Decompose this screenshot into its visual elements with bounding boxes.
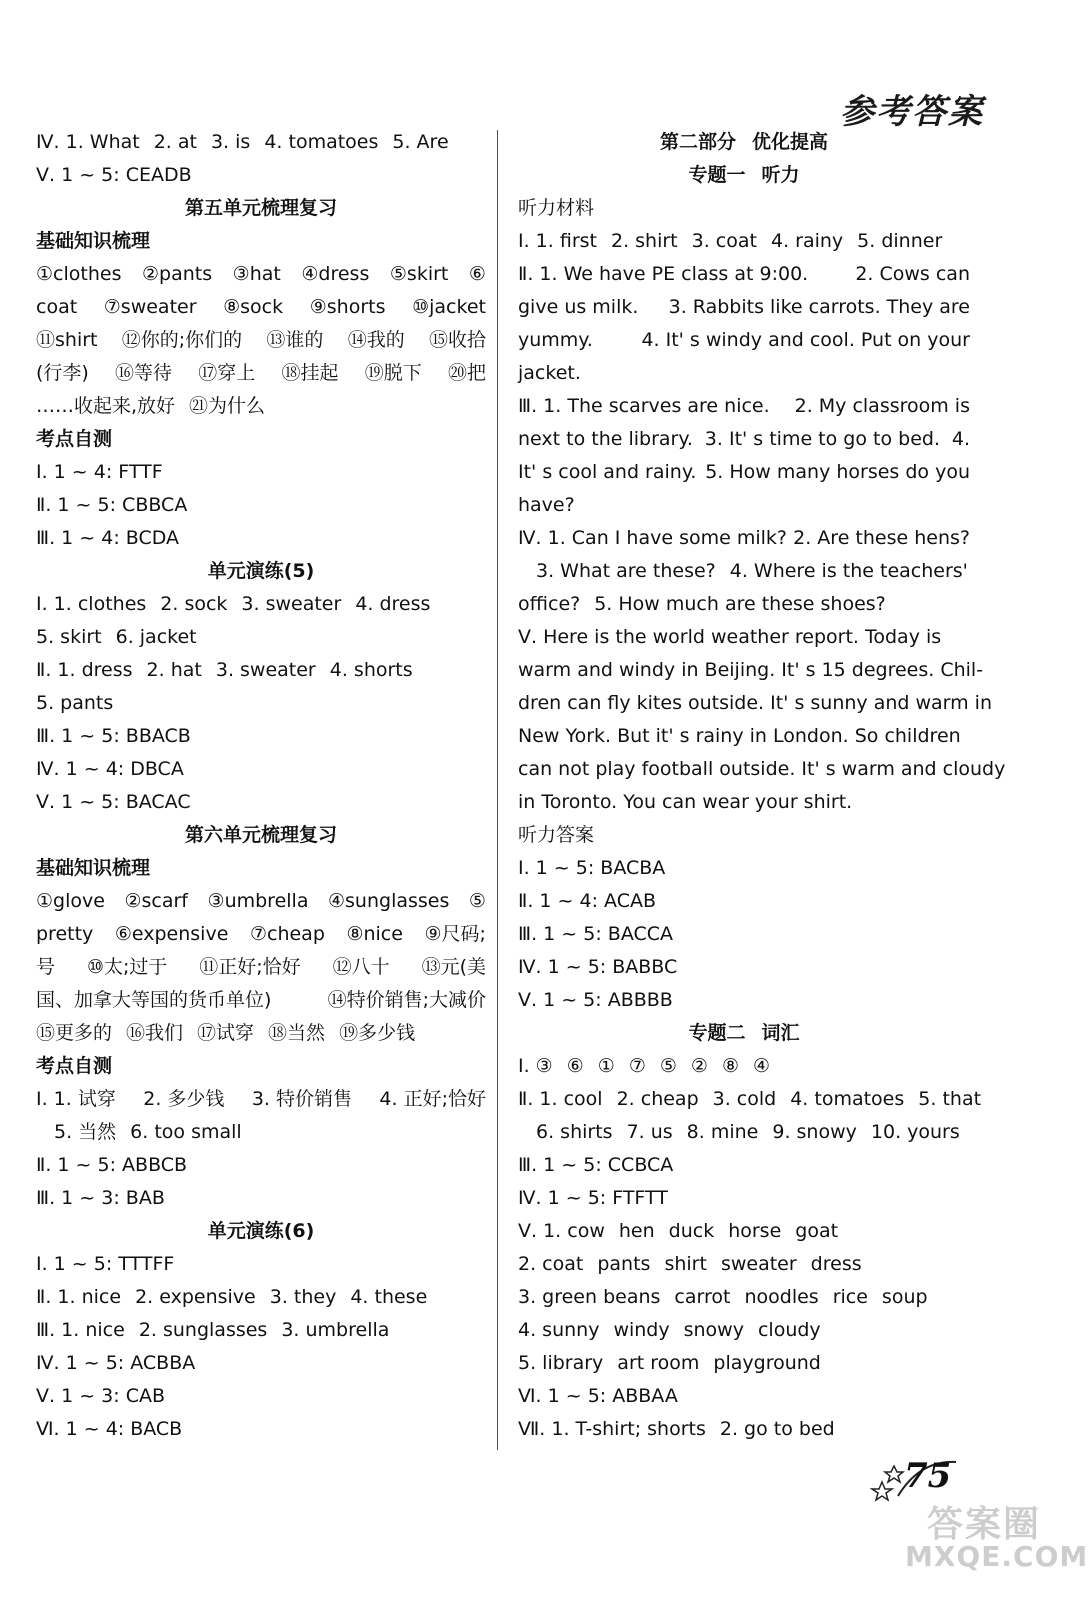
answer-text: can not play football outside. It' s warm and cloudy — [518, 758, 1006, 780]
answer-text: Ⅳ. 1 ~ 5: BABBC — [518, 956, 678, 978]
answer-line — [36, 1281, 486, 1314]
answer-text: ⑤ — [659, 1055, 677, 1077]
answer-text: ⑪正好;恰好 — [199, 956, 301, 978]
answer-text: 6. too small — [130, 1121, 242, 1143]
answer-line — [36, 786, 486, 819]
answer-text: Ⅳ. 1. Can I have some milk? — [518, 527, 787, 549]
answer-line — [518, 159, 970, 192]
answer-line — [36, 192, 486, 225]
answer-text: pretty — [36, 923, 94, 945]
answer-text: yummy. — [518, 329, 593, 351]
answer-text: (行李) — [36, 362, 89, 384]
answer-line — [518, 786, 970, 819]
answer-text: office? — [518, 593, 581, 615]
answer-text: ⑮更多的 — [36, 1022, 113, 1044]
answer-text: ① — [597, 1055, 615, 1077]
answer-text: ⑯等待 — [115, 362, 173, 384]
answer-text: 4. tomatoes — [264, 131, 379, 153]
left-column — [36, 126, 486, 1446]
answer-text: 2. shirt — [610, 230, 678, 252]
answer-text: Ⅰ. 1 ~ 4: FTTF — [36, 461, 163, 483]
answer-text: Ⅵ. 1 ~ 5: ABBAA — [518, 1385, 678, 1407]
answer-text: 4. rainy — [770, 230, 844, 252]
answer-text: Ⅱ. 1. cool — [518, 1088, 603, 1110]
answer-line — [518, 984, 970, 1017]
answer-text: ③hat — [232, 263, 281, 285]
answer-text: Ⅲ. 1 ~ 3: BAB — [36, 1187, 165, 1209]
watermark-url: MXQE.COM — [905, 1540, 1088, 1573]
answer-text: Ⅰ. 1 ~ 5: BACBA — [518, 857, 666, 879]
answer-line — [518, 423, 970, 456]
answer-line — [518, 357, 970, 390]
answer-line — [518, 522, 970, 555]
answer-text: snowy — [683, 1319, 744, 1341]
answer-text: 专题二 — [688, 1022, 746, 1044]
answer-text: ⑲多少钱 — [339, 1022, 416, 1044]
answer-text: Ⅱ. 1 ~ 5: ABBCB — [36, 1154, 188, 1176]
answer-text: 2. go to bed — [719, 1418, 835, 1440]
answer-text: 2. Are these hens? — [793, 527, 970, 549]
answer-line — [518, 192, 970, 225]
answer-text: 3. they — [269, 1286, 337, 1308]
answer-line — [518, 687, 993, 720]
answer-text: ⑪shirt — [36, 329, 98, 351]
answer-text: ④dress — [301, 263, 370, 285]
answer-line — [518, 1083, 982, 1116]
answer-line — [36, 1017, 486, 1050]
answer-text: Ⅰ. 1. 试穿 — [36, 1088, 116, 1110]
answer-text: 6. jacket — [115, 626, 197, 648]
answer-text: ⑰试穿 — [197, 1022, 255, 1044]
answer-text: ④ — [753, 1055, 771, 1077]
answer-text: coat — [36, 296, 78, 318]
answer-text: jacket. — [518, 362, 581, 384]
answer-text: 号 — [36, 956, 56, 978]
answer-text: 4. dress — [355, 593, 431, 615]
answer-text: ⑬元(美 — [421, 956, 486, 978]
answer-text: ⑫你的;你们的 — [121, 329, 243, 351]
answer-text: soup — [881, 1286, 928, 1308]
answer-text: Ⅴ. Here is the world weather report. Today is — [518, 626, 942, 648]
answer-text: 5. that — [918, 1088, 982, 1110]
answer-line — [36, 1380, 486, 1413]
answer-text: ⑧sock — [223, 296, 284, 318]
answer-text: Ⅰ. ③ — [518, 1055, 553, 1077]
answer-line — [518, 1215, 970, 1248]
answer-text: 4. tomatoes — [790, 1088, 905, 1110]
answer-text: 听力答案 — [518, 824, 595, 846]
answer-line — [518, 555, 970, 588]
answer-text: ⑨shorts — [309, 296, 386, 318]
answer-text: Ⅱ. 1 ~ 5: CBBCA — [36, 494, 188, 516]
answer-line — [36, 1215, 486, 1248]
answer-line — [518, 1347, 970, 1380]
answer-line — [36, 522, 486, 555]
answer-text: Ⅳ. 1 ~ 5: ACBBA — [36, 1352, 196, 1374]
answer-text: ⑭特价销售;大减价 — [327, 989, 486, 1011]
answer-line — [518, 852, 970, 885]
answer-text: ⑨尺码; — [424, 923, 486, 945]
answer-line — [518, 1017, 970, 1050]
answer-line — [36, 126, 486, 159]
answer-line — [36, 951, 486, 984]
answer-line — [518, 126, 970, 159]
answer-text: hen — [618, 1220, 655, 1242]
answer-line — [518, 456, 970, 489]
answer-text: 9. snowy — [772, 1121, 857, 1143]
answer-line — [36, 621, 486, 654]
answer-text: dren can fly kites outside. It' s sunny and warm in — [518, 692, 993, 714]
watermark-text: 答案圈 — [927, 1504, 1042, 1545]
answer-text: Ⅲ. 1 ~ 5: CCBCA — [518, 1154, 674, 1176]
answer-line — [36, 159, 486, 192]
answer-line — [518, 1413, 970, 1446]
answer-text: Ⅴ. 1 ~ 3: CAB — [36, 1385, 165, 1407]
answer-line — [36, 324, 486, 357]
answer-text: 3. It' s time to go to bed. — [704, 428, 940, 450]
answer-text: 2. hat — [146, 659, 202, 681]
answer-text: It' s cool and rainy. — [518, 461, 697, 483]
answer-text: ⑬谁的 — [266, 329, 324, 351]
answer-text: Ⅰ. 1. clothes — [36, 593, 147, 615]
answer-line — [36, 489, 486, 522]
answer-text: 3. coat — [691, 230, 757, 252]
answer-text: 单元演练(6) — [207, 1220, 315, 1242]
answer-text: ㉑为什么 — [189, 395, 266, 417]
answer-text: pants — [597, 1253, 651, 1275]
answer-text: 2. sock — [160, 593, 228, 615]
answer-text: Ⅳ. 1. What — [36, 131, 140, 153]
answer-text: cloudy — [757, 1319, 821, 1341]
answer-line — [518, 819, 970, 852]
answer-text: 4. It' s windy and cool. Put on your — [641, 329, 970, 351]
answer-text: in Toronto. You can wear your shirt. — [518, 791, 853, 813]
answer-text: noodles — [744, 1286, 819, 1308]
answer-text: Ⅲ. 1 ~ 4: BCDA — [36, 527, 180, 549]
answer-text: 5. 当然 — [54, 1121, 117, 1143]
right-column — [518, 126, 1006, 1446]
answer-line — [36, 1116, 486, 1149]
answer-text: Ⅶ. 1. T-shirt; shorts — [518, 1418, 706, 1440]
answer-line — [36, 753, 486, 786]
answer-text: 3. What are these? — [536, 560, 716, 582]
answer-text: goat — [795, 1220, 839, 1242]
answer-text: ①glove — [36, 890, 105, 912]
answer-line — [518, 258, 970, 291]
answer-line — [36, 918, 486, 951]
answer-text: ⑲脱下 — [364, 362, 422, 384]
answer-line — [518, 1149, 970, 1182]
answer-text: 4. these — [350, 1286, 428, 1308]
answer-text: ①clothes — [36, 263, 122, 285]
answer-text: have? — [518, 494, 575, 516]
answer-line — [36, 654, 486, 687]
answer-text: give us milk. — [518, 296, 639, 318]
answer-line — [36, 984, 486, 1017]
answer-text: ……收起来,放好 — [36, 395, 176, 417]
answer-text: 单元演练(5) — [207, 560, 315, 582]
answer-line — [518, 720, 970, 753]
answer-text: 3. 特价销售 — [251, 1088, 353, 1110]
answer-text: Ⅱ. 1. nice — [36, 1286, 122, 1308]
answer-text: 5. How much are these shoes? — [594, 593, 886, 615]
answer-text: 3. cold — [712, 1088, 777, 1110]
answer-text: 2. Cows can — [855, 263, 970, 285]
answer-text: 5. dinner — [857, 230, 943, 252]
answer-line — [36, 357, 486, 390]
answer-text: 6. shirts — [536, 1121, 613, 1143]
answer-text: 2. coat — [518, 1253, 584, 1275]
answer-text: ⑧ — [721, 1055, 739, 1077]
answer-line — [518, 324, 970, 357]
answer-text: ⑩太;过于 — [86, 956, 168, 978]
answer-text: 5. How many horses do you — [705, 461, 970, 483]
answer-text: ⑤ — [468, 890, 486, 912]
answer-text: ⑭我的 — [347, 329, 405, 351]
answer-line — [36, 1083, 486, 1116]
answer-text: playground — [713, 1352, 821, 1374]
answer-line — [518, 621, 970, 654]
answer-text: 专题一 — [688, 164, 746, 186]
answer-text: dress — [810, 1253, 862, 1275]
answer-text: 基础知识梳理 — [36, 230, 151, 252]
answer-text: 2. My classroom is — [794, 395, 970, 417]
answer-text: 优化提高 — [752, 131, 829, 153]
answer-text: 7. us — [626, 1121, 673, 1143]
answer-text: Ⅳ. 1 ~ 4: DBCA — [36, 758, 184, 780]
answer-text: 第六单元梳理复习 — [184, 824, 337, 846]
answer-text: Ⅲ. 1 ~ 5: BACCA — [518, 923, 674, 945]
answer-line — [518, 885, 970, 918]
answer-line — [518, 951, 970, 984]
answer-text: Ⅳ. 1 ~ 5: FTFTT — [518, 1187, 668, 1209]
answer-line — [518, 1050, 970, 1083]
answer-line — [36, 1314, 486, 1347]
answer-text: 5. library — [518, 1352, 604, 1374]
answer-line — [36, 225, 486, 258]
answer-text: 5. pants — [36, 692, 114, 714]
answer-text: 第二部分 — [659, 131, 736, 153]
answer-line — [36, 687, 486, 720]
page-number-badge — [872, 1452, 962, 1512]
answer-text: 3. sweater — [241, 593, 342, 615]
answer-text: 国、加拿大等国的货币单位) — [36, 989, 272, 1011]
answer-text: 2. sunglasses — [138, 1319, 268, 1341]
answer-text: rice — [832, 1286, 868, 1308]
answer-text: Ⅰ. 1 ~ 5: TTTFF — [36, 1253, 175, 1275]
answer-line — [518, 489, 970, 522]
answer-text: ⑦ — [628, 1055, 646, 1077]
answer-line — [36, 423, 486, 456]
answer-text: ⑯我们 — [126, 1022, 184, 1044]
answer-text: 2. at — [153, 131, 197, 153]
answer-text: duck — [668, 1220, 715, 1242]
answer-line — [518, 1281, 970, 1314]
answer-line — [518, 1314, 970, 1347]
answer-line — [36, 1413, 486, 1446]
answer-text: 3. Rabbits like carrots. They are — [668, 296, 970, 318]
answer-text: Ⅱ. 1 ~ 4: ACAB — [518, 890, 657, 912]
answer-text: Ⅴ. 1 ~ 5: CEADB — [36, 164, 192, 186]
answer-text: ③umbrella — [207, 890, 309, 912]
answer-text: Ⅴ. 1 ~ 5: ABBBB — [518, 989, 673, 1011]
answer-text: ⑤skirt — [389, 263, 449, 285]
answer-text: ②pants — [142, 263, 213, 285]
answer-text: Ⅴ. 1 ~ 5: BACAC — [36, 791, 191, 813]
answer-text: 第五单元梳理复习 — [184, 197, 337, 219]
answer-text: ⑫八十 — [332, 956, 390, 978]
answer-line — [36, 258, 486, 291]
answer-line — [518, 1182, 970, 1215]
answer-text: 听力 — [761, 164, 800, 186]
answer-text: ⑳把 — [447, 362, 486, 384]
answer-text: ② — [690, 1055, 708, 1077]
answer-text: 考点自测 — [36, 1055, 113, 1077]
answer-text: ⑦cheap — [249, 923, 325, 945]
answer-text: New York. But it' s rainy in London. So children — [518, 725, 961, 747]
answer-text: 3. sweater — [215, 659, 316, 681]
answer-text: 听力材料 — [518, 197, 595, 219]
answer-text: Ⅵ. 1 ~ 4: BACB — [36, 1418, 183, 1440]
answer-text: Ⅲ. 1 ~ 5: BBACB — [36, 725, 191, 747]
answer-text: warm and windy in Beijing. It' s 15 degrees. Chil- — [518, 659, 984, 681]
answer-text: 4. Where is the teachers' — [729, 560, 968, 582]
page-header-title: 参考答案 — [840, 92, 984, 132]
answer-text: 8. mine — [686, 1121, 759, 1143]
answer-line — [518, 390, 970, 423]
answer-text: 3. is — [210, 131, 251, 153]
answer-line — [518, 1248, 970, 1281]
answer-text: art room — [617, 1352, 700, 1374]
answer-line — [518, 1116, 970, 1149]
answer-text: 10. yours — [870, 1121, 960, 1143]
answer-line — [518, 654, 984, 687]
answer-line — [36, 291, 486, 324]
answer-text: windy — [613, 1319, 670, 1341]
answer-text: 5. Are — [392, 131, 449, 153]
answer-text: 2. expensive — [135, 1286, 256, 1308]
answer-text: Ⅴ. 1. cow — [518, 1220, 605, 1242]
answer-text: ⑧nice — [346, 923, 403, 945]
answer-text: ⑥expensive — [114, 923, 229, 945]
answer-line — [36, 588, 486, 621]
answer-text: 2. 多少钱 — [143, 1088, 225, 1110]
answer-text: ⑱当然 — [268, 1022, 326, 1044]
answer-text: ⑦sweater — [103, 296, 197, 318]
answer-text: ⑰穿上 — [198, 362, 256, 384]
answer-line — [36, 390, 486, 423]
answer-text: 4. — [951, 428, 970, 450]
answer-text: 基础知识梳理 — [36, 857, 151, 879]
answer-text: horse — [728, 1220, 782, 1242]
answer-text: Ⅰ. 1. first — [518, 230, 597, 252]
answer-line — [518, 1380, 970, 1413]
answer-text: Ⅲ. 1. The scarves are nice. — [518, 395, 770, 417]
page-number: 75 — [904, 1456, 952, 1496]
answer-text: 词汇 — [761, 1022, 800, 1044]
answer-line — [518, 291, 970, 324]
answer-text: ④sunglasses — [328, 890, 450, 912]
answer-line — [518, 753, 1006, 786]
answer-line — [36, 456, 486, 489]
answer-line — [36, 1182, 486, 1215]
answer-line — [518, 588, 970, 621]
answer-text: 3. umbrella — [281, 1319, 390, 1341]
answer-text: Ⅱ. 1. We have PE class at 9:00. — [518, 263, 809, 285]
answer-text: 2. cheap — [616, 1088, 699, 1110]
answer-text: Ⅱ. 1. dress — [36, 659, 133, 681]
answer-line — [36, 885, 486, 918]
answer-text: ⑥ — [566, 1055, 584, 1077]
answer-text: 4. 正好;恰好 — [379, 1088, 486, 1110]
answer-text: carrot — [674, 1286, 731, 1308]
answer-text: sweater — [720, 1253, 797, 1275]
answer-line — [36, 1347, 486, 1380]
answer-text: next to the library. — [518, 428, 693, 450]
answer-text: ⑮收拾 — [428, 329, 486, 351]
answer-line — [36, 819, 486, 852]
answer-line — [518, 918, 970, 951]
answer-line — [36, 1050, 486, 1083]
answer-text: ⑩jacket — [412, 296, 486, 318]
answer-text: shirt — [664, 1253, 707, 1275]
answer-text: 3. green beans — [518, 1286, 661, 1308]
answer-text: 4. sunny — [518, 1319, 600, 1341]
answer-text: ⑱挂起 — [281, 362, 339, 384]
answer-text: ②scarf — [124, 890, 188, 912]
answer-text: 4. shorts — [329, 659, 413, 681]
answer-text: 5. skirt — [36, 626, 102, 648]
answer-line — [36, 1248, 486, 1281]
answer-text: 考点自测 — [36, 428, 113, 450]
answer-text: Ⅲ. 1. nice — [36, 1319, 125, 1341]
answer-line — [36, 555, 486, 588]
column-divider — [497, 130, 498, 1450]
answer-line — [36, 720, 486, 753]
answer-line — [36, 852, 486, 885]
answer-text: ⑥ — [468, 263, 486, 285]
answer-line — [518, 225, 970, 258]
answer-line — [36, 1149, 486, 1182]
